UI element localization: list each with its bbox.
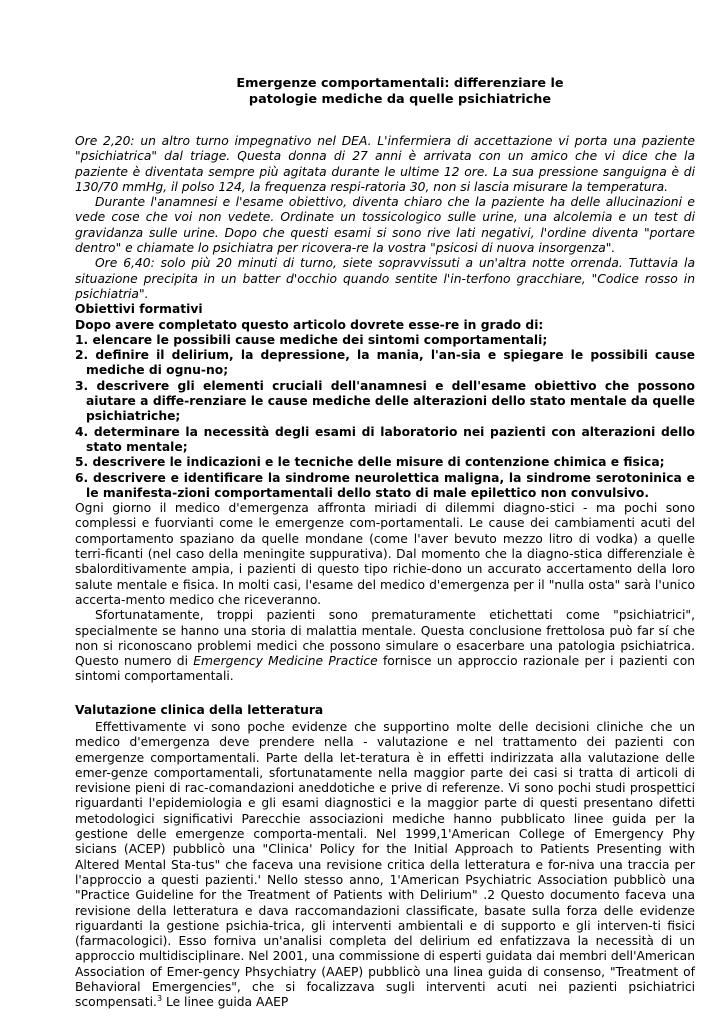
document-title — [75, 76, 724, 108]
title-line-1: Emergenze comportamentali: differenziare le — [236, 76, 564, 91]
objective-item: 3. descrivere gli elementi cruciali dell'anamnesi e dell'esame obiettivo che possono aiutare a diffe-renziare le cause mediche delle alterazioni dello stato mentale da quelle psichiatriche; — [75, 378, 695, 424]
objective-item: 4. determinare la necessità degli esami di laboratorio nei pazienti con alterazioni dello stato mentale; — [75, 424, 695, 454]
objective-item: 5. descrivere le indicazioni e le tecniche delle misure di contenzione chimica e fisica; — [75, 455, 665, 470]
objectives-block — [75, 302, 695, 501]
section-heading: Valutazione clinica della letteratura — [75, 702, 324, 717]
case-paragraph-2: Durante l'anamnesi e l'esame obiettivo, diventa chiaro che la paziente ha delle allucinazioni e vede cose che voi non vedete. Ordinate un tossicologico sulle urine, una alcolemia e un test di gravidanza sulle urine. Dopo che questi esami si sono rive lati negativi, l'ordine diventa "portare dentro" e chiamate lo psichiatra per ricovera-re la vostra "psicosi di nuova insorgenza". — [75, 195, 695, 256]
objectives-heading: Obiettivi formativi — [75, 302, 203, 317]
case-paragraph-3: Ore 6,40: solo più 20 minuti di turno, siete sopravvissuti a un'altra notte orrenda. Tuttavia la situazione precipita in un batter d'occhio quando sentite l'in-terfono gracchiare, "Codice rosso in psichiatria". — [75, 256, 695, 301]
intro-p2-end: fornisce un approccio razionale per i pazienti con sintomi comportamentali. — [75, 654, 696, 684]
section-p1-tail: Le linee guida AAEP — [162, 995, 289, 1010]
journal-name: Emergency Medicine Practice — [193, 654, 378, 669]
objective-item: 1. elencare le possibili cause mediche dei sintomi comportamentali; — [75, 332, 548, 347]
case-paragraph-1: Ore 2,20: un altro turno impegnativo nel DEA. L'infermiera di accettazione vi porta una paziente "psichiatrica" dal triage. Questa donna di 27 anni è arrivata con un amico che vi dice che la paziente è diventata sempre più agitata durante le ultime 12 ore. La sua pressione sanguigna è di 130/70 mmHg, il polso 124, la frequenza respi-ratoria 30, non si lascia misurare la temperatura. — [75, 134, 695, 194]
section-p1-text: Effettivamente vi sono poche evidenze che supportino molte delle decisioni cliniche che un medico d'emergenza deve prendere nella - valutazione e nel trattamento dei pazienti con emergenze comportamentali. Parte della let-teratura è in effetti indirizzata alla valutazione delle emer-genze comportamentali, sfortunatamente nella maggior parte dei casi si tratta di articoli di revisione pieni di rac-comandazioni aneddotiche e prive di referenze. Vi sono pochi studi prospettici riguardanti l'epidemiologia e gli esami diagnostici e la maggior parte di questi presentano difetti metodologici significativi Parecchie associazioni mediche hanno pubblicato linee guida per la gestione delle emergenze comporta-mentali. Nel 1999,1'American College of Emergency Phy sicians (ACEP) pubblicò una "Clinica' Policy for the Initial Approach to Patients Presenting with Altered Mental Sta-tus" che faceva una revisione critica della letteratura e for-niva una traccia per l'approccio a questi pazienti.' Nello stesso anno, 1'American Psychiatric Association pubblicò una "Practice Guideline for the Treatment of Patients with Delirium" .2 Questo documento faceva una revisione della letteratura e dava raccomandazioni classificate, basate sulla forza delle evidenze riguardanti la gestione psichia-trica, gli interventi ambientali e di supporto e gli interven-ti fisici (farmacologici). Esso forniva un'analisi completa del delirium ed enfatizzava la necessità di un approccio multidisciplinare. Nel 2001, una commissione di esperti guidata dai membri dell'American Association of Emer-gency Phsychiatry (AAEP) pubblicò una linea guida di consenso, "Treatment of Behavioral Emergencies", che si focalizzava sugli interventi acuti nei pazienti psichiatrici scompensati. — [75, 719, 695, 1010]
intro-paragraph-1: Ogni giorno il medico d'emergenza affronta miriadi di dilemmi diagno-stici - ma pochi sono complessi e fuorvianti come le emergenze com-portamentali. Le cause dei cambiamenti acuti del comportamento spaziano da quelle mondane (come l'aver bevuto mezzo litro di vodka) a quelle terri-ficanti (nel caso della meningite suppurativa). Dal momento che la diagno-stica differenziale è sbalorditivamente ampia, i pazienti di questo tipo richie-dono un accurato accertamento della loro salute mentale e fisica. In molti casi, l'esame del medico d'emergenza per il "nulla osta" sarà l'unico accerta-mento medico che riceveranno. — [75, 501, 695, 607]
section-paragraph-1 — [75, 720, 695, 1011]
objectives-intro: Dopo avere completato questo articolo dovrete esse-re in grado di: — [75, 317, 544, 332]
objective-item: 2. definire il delirium, la depressione, la mania, l'an-sia e spiegare le possibili cause mediche di ognu-no; — [75, 348, 695, 378]
intro-paragraph-2 — [75, 608, 695, 684]
document-body — [75, 134, 695, 1011]
objective-item: 6. descrivere e identificare la sindrome neurolettica maligna, la sindrome serotoninica e le manifesta-zioni comportamentali dello stato di male epilettico non convulsivo. — [75, 470, 695, 500]
intro-p2-start: Sfortunatamente, troppi pazienti sono prematuramente etichettati come "psichiatrici", specialmente se hanno una storia di malattia mentale. Questa conclusione frettolosa può far sí che non si riconoscano problemi medici che possono simulare o esacerbare una patologia psichiatrica. Questo numero di — [75, 608, 695, 669]
title-line-2: patologie mediche da quelle psichiatriche — [248, 92, 552, 107]
footnote-ref: 3 — [156, 994, 163, 1004]
